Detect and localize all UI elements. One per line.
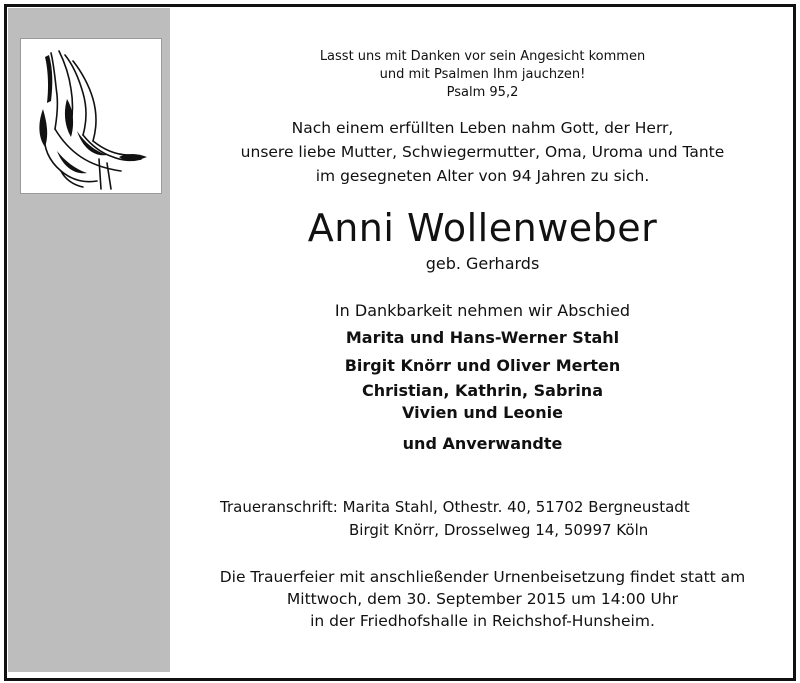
deceased-name: Anni Wollenweber <box>307 206 658 250</box>
intro-line-1: Nach einem erfüllten Leben nahm Gott, der Herr, <box>291 119 674 137</box>
verse-reference: Psalm 95,2 <box>446 85 519 100</box>
address-row-2 <box>220 519 690 542</box>
ceremony-line-2: Mittwoch, dem 30. September 2015 um 14:00 Uhr <box>286 590 679 608</box>
praying-hands-image <box>20 38 162 194</box>
address-label: Traueranschrift: <box>220 498 338 516</box>
intro-text <box>190 116 775 188</box>
verse-line-2: und mit Psalmen Ihm jauchzen! <box>379 67 586 82</box>
ceremony-info <box>190 566 775 632</box>
ceremony-line-1: Die Trauerfeier mit anschließender Urnenbeisetzung findet statt am <box>219 568 746 586</box>
verse-line-1: Lasst uns mit Danken vor sein Angesicht kommen <box>319 49 646 64</box>
mourning-address <box>220 496 690 542</box>
ceremony-line-3: in der Friedhofshalle in Reichshof-Hunsheim. <box>310 612 655 630</box>
family-member: Marita und Hans-Werner Stahl <box>345 328 620 347</box>
address-line-2: Birgit Knörr, Drosselweg 14, 50997 Köln <box>349 521 649 539</box>
birth-name: geb. Gerhards <box>425 254 540 273</box>
address-row-1 <box>220 496 690 519</box>
family-member: Birgit Knörr und Oliver Merten <box>344 356 621 375</box>
family-member: Christian, Kathrin, Sabrina <box>362 381 603 400</box>
family-list <box>190 324 775 458</box>
intro-line-3: im gesegneten Alter von 94 Jahren zu sich. <box>315 167 650 185</box>
obituary-body <box>190 48 775 458</box>
praying-hands-icon <box>21 39 161 193</box>
intro-line-2: unsere liebe Mutter, Schwiegermutter, Oma, Uroma und Tante <box>240 143 725 161</box>
family-member: Vivien und Leonie <box>402 403 563 422</box>
farewell-text: In Dankbarkeit nehmen wir Abschied <box>334 301 631 320</box>
family-member: und Anverwandte <box>402 434 563 453</box>
address-line-1: Marita Stahl, Othestr. 40, 51702 Bergneustadt <box>342 498 690 516</box>
psalm-verse <box>190 48 775 102</box>
